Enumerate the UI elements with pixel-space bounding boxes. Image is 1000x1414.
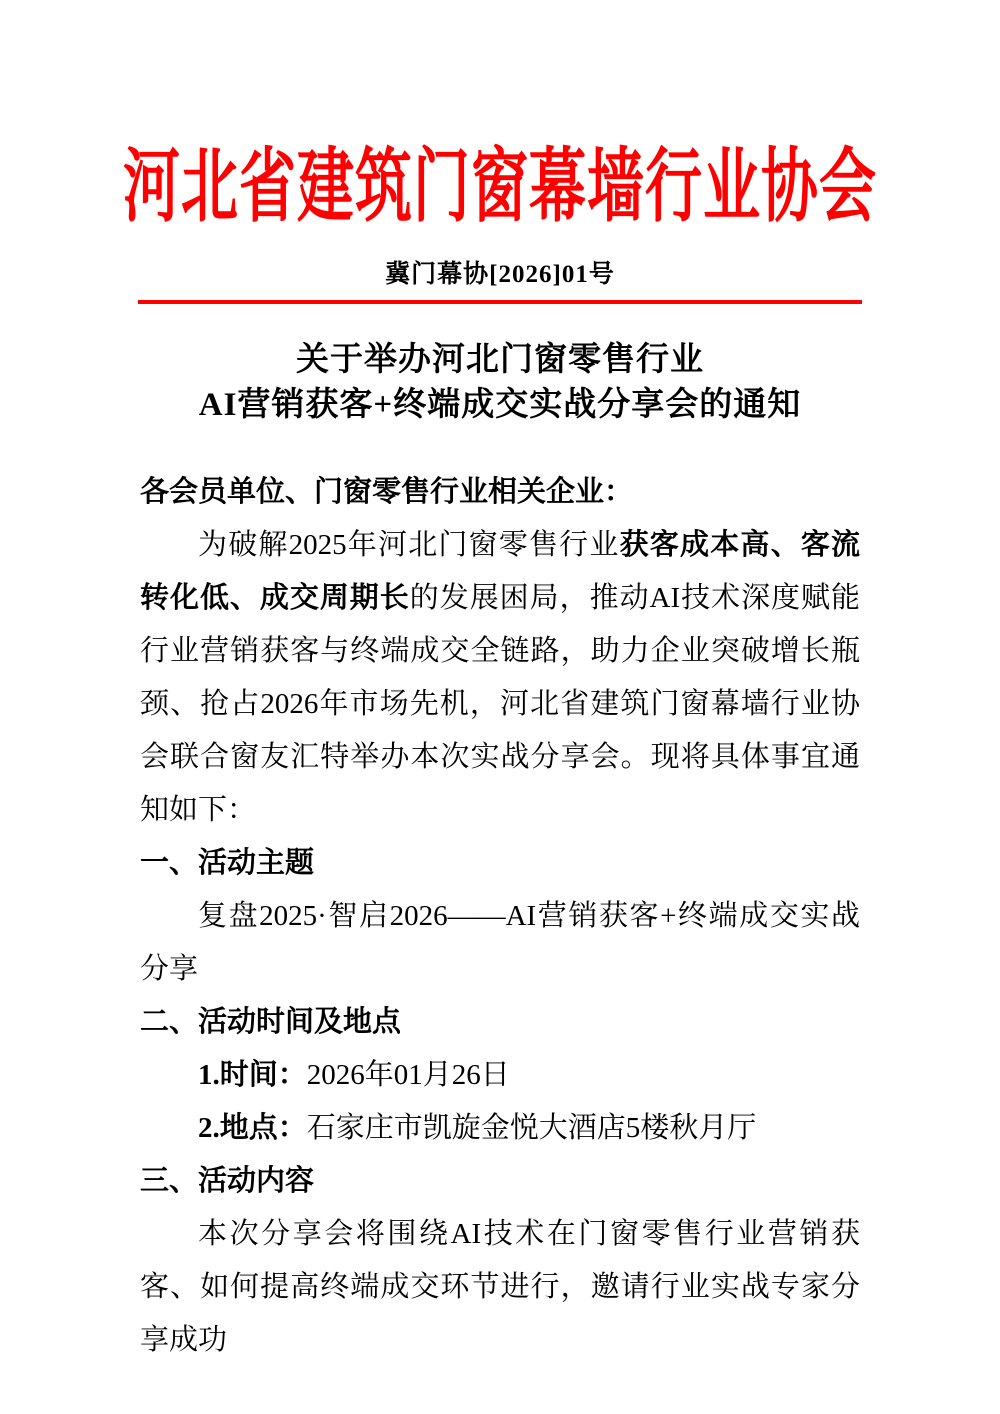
masthead [0, 128, 1000, 232]
location-value: 石家庄市凯旋金悦大酒店5楼秋月厅 [306, 1112, 757, 1144]
notice-title-line2: AI营销获客+终端成交实战分享会的通知 [198, 387, 802, 423]
notice-title [0, 338, 1000, 428]
notice-body [140, 466, 860, 1367]
section1-theme-text: 复盘2025·智启2026——AI营销获客+终端成交实战分享 [140, 900, 860, 985]
time-value: 2026年01月26日 [306, 1059, 510, 1091]
doc-number: 冀门幕协[2026]01号 [385, 261, 615, 288]
intro-paragraph [140, 519, 860, 837]
section3-paragraph: 本次分享会将围绕AI技术在门窗零售行业营销获客、如何提高终端成交环节进行，邀请行业实战专家分享成功 [140, 1218, 860, 1356]
location-label: 2.地点： [198, 1112, 307, 1144]
salutation: 各会员单位、门窗零售行业相关企业： [140, 476, 634, 508]
red-divider-line [138, 300, 862, 304]
time-label: 1.时间： [198, 1059, 307, 1091]
notice-title-line1: 关于举办河北门窗零售行业 [296, 342, 704, 378]
section2-heading: 二、活动时间及地点 [140, 1006, 402, 1038]
intro-segment-bold: 获客成本高、客流转化低、成交周期长 [140, 529, 860, 614]
intro-segment-regular-1: 为破解2025年河北门窗零售行业 [198, 529, 620, 561]
time-line [140, 1049, 860, 1102]
intro-segment-regular-2: 的发展困局，推动AI技术深度赋能行业营销获客与终端成交全链路，助力企业突破增长瓶颈、抢占2026年市场先机，河北省建筑门窗幕墙行业协会联合窗友汇特举办本次实战分享会。现将具体事宜通知如下： [140, 582, 860, 826]
section1-heading: 一、活动主题 [140, 847, 315, 879]
location-line [140, 1102, 860, 1155]
section3-heading: 三、活动内容 [140, 1165, 315, 1197]
org-name-title: 河北省建筑门窗幕墙行业协会 [123, 143, 877, 233]
